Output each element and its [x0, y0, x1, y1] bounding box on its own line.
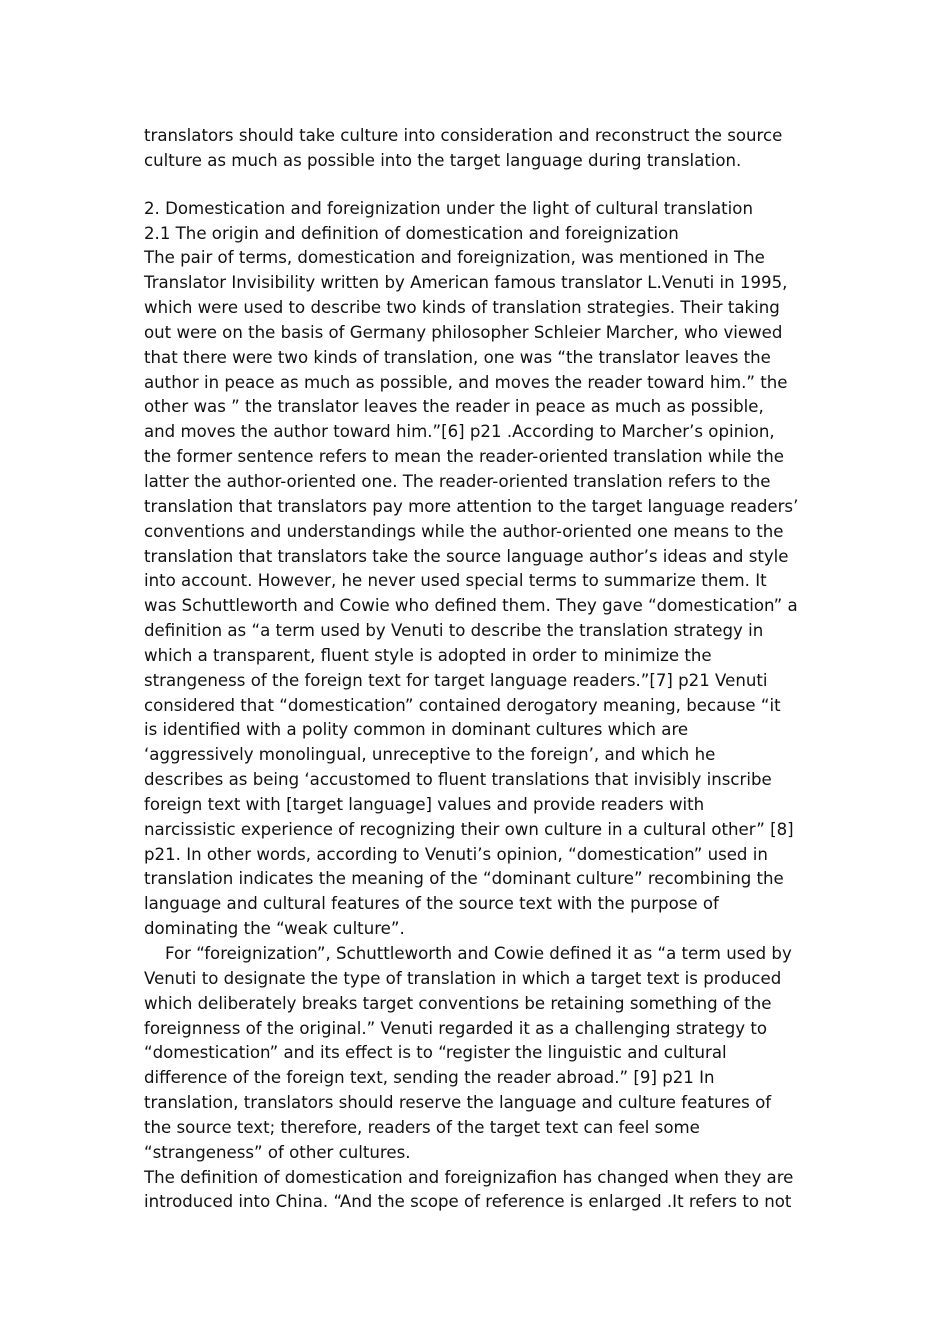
text-line: “strangeness” of other cultures.: [144, 1142, 411, 1162]
text-line: the source text; therefore, readers of the target text can feel some: [144, 1117, 700, 1137]
text-line: translation that translators pay more attention to the target language readers’: [144, 496, 799, 516]
text-line: foreign text with [target language] values and provide readers with: [144, 794, 705, 814]
intro-paragraph: [144, 124, 816, 174]
text-line: translation indicates the meaning of the “dominant culture” recombining the: [144, 869, 784, 889]
document-page: [144, 124, 816, 1215]
text-line: foreignness of the original.” Venuti regarded it as a challenging strategy to: [144, 1018, 767, 1038]
section-heading: 2. Domestication and foreignization under the light of cultural translation: [144, 198, 753, 218]
text-line: The pair of terms, domestication and foreignization, was mentioned in The: [144, 248, 765, 268]
text-line: latter the author-oriented one. The reader-oriented translation refers to the: [144, 471, 771, 491]
text-line: translation, translators should reserve the language and culture features of: [144, 1093, 772, 1113]
text-line: which deliberately breaks target conventions be retaining something of the: [144, 993, 772, 1013]
text-line: introduced into China. “And the scope of reference is enlarged .It refers to not: [144, 1192, 792, 1212]
text-line: describes as being ‘accustomed to fluent translations that invisibly inscribe: [144, 770, 772, 790]
paragraph-foreignization: [144, 942, 816, 1166]
text-line: out were on the basis of Germany philosopher Schleier Marcher, who viewed: [144, 322, 783, 342]
text-line: and moves the author toward him.”[6] p21 .According to Marcher’s opinion,: [144, 422, 775, 442]
text-line: other was ” the translator leaves the reader in peace as much as possible,: [144, 397, 764, 417]
text-line: the former sentence refers to mean the reader-oriented translation while the: [144, 447, 784, 467]
subsection-heading: 2.1 The origin and definition of domestication and foreignization: [144, 223, 679, 243]
text-line: considered that “domestication” contained derogatory meaning, because “it: [144, 695, 781, 715]
text-line: conventions and understandings while the author-oriented one means to the: [144, 521, 784, 541]
text-line: culture as much as possible into the target language during translation.: [144, 150, 742, 170]
text-line: For “foreignization”, Schuttleworth and Cowie defined it as “a term used by: [165, 944, 792, 963]
text-line: difference of the foreign text, sending the reader abroad.” [9] p21 In: [144, 1068, 715, 1088]
text-line: which a transparent, fluent style is adopted in order to minimize the: [144, 645, 712, 665]
text-line: Venuti to designate the type of translation in which a target text is produced: [144, 968, 782, 988]
text-line: translators should take culture into consideration and reconstruct the source: [144, 126, 783, 145]
text-line: The definition of domestication and foreignizafion has changed when they are: [144, 1167, 794, 1187]
text-line: into account. However, he never used special terms to summarize them. It: [144, 571, 767, 591]
paragraph-china-definition: [144, 1166, 816, 1216]
text-line: Translator Invisibility written by American famous translator L.Venuti in 1995,: [144, 273, 788, 293]
text-line: which were used to describe two kinds of translation strategies. Their taking: [144, 298, 780, 318]
text-line: author in peace as much as possible, and moves the reader toward him.” the: [144, 372, 788, 392]
text-line: “domestication” and its effect is to “register the linguistic and cultural: [144, 1043, 727, 1063]
paragraph-gap: [144, 174, 816, 197]
text-line: that there were two kinds of translation, one was “the translator leaves the: [144, 347, 771, 367]
text-line: dominating the “weak culture”.: [144, 919, 405, 939]
text-line: language and cultural features of the source text with the purpose of: [144, 894, 719, 914]
text-line: ‘aggressively monolingual, unreceptive to the foreign’, and which he: [144, 745, 716, 765]
text-line: narcissistic experience of recognizing their own culture in a cultural other” [8]: [144, 819, 794, 839]
paragraph-origin-definition: [144, 246, 816, 942]
text-line: translation that translators take the source language author’s ideas and style: [144, 546, 789, 566]
text-line: is identified with a polity common in dominant cultures which are: [144, 720, 689, 740]
text-line: p21. In other words, according to Venuti’s opinion, “domestication” used in: [144, 844, 768, 864]
text-line: definition as “a term used by Venuti to describe the translation strategy in: [144, 621, 764, 641]
text-line: was Schuttleworth and Cowie who defined them. They gave “domestication” a: [144, 596, 798, 616]
text-line: strangeness of the foreign text for target language readers.”[7] p21 Venuti: [144, 670, 768, 690]
